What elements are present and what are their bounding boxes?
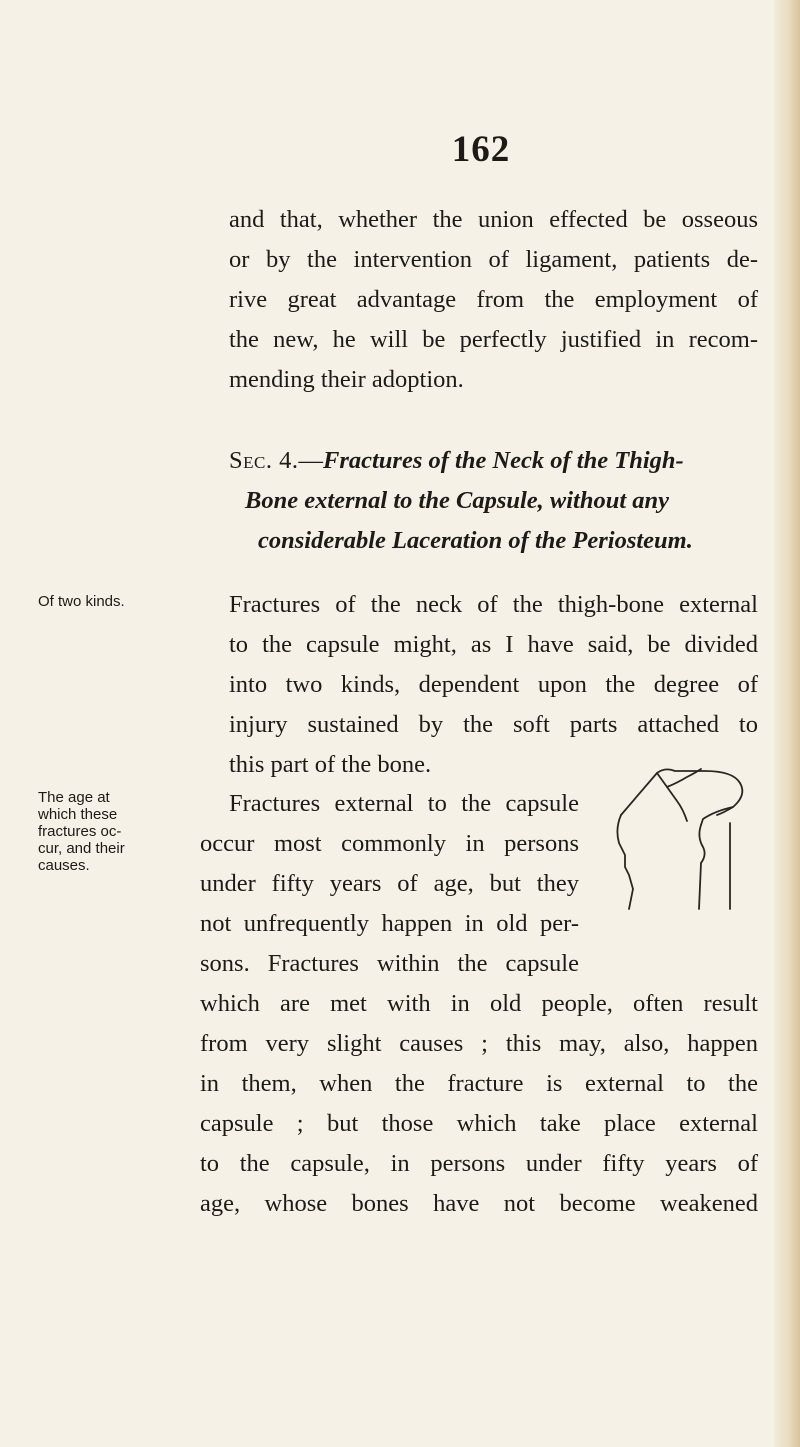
section-dash: — — [298, 447, 323, 474]
marginal-note-age — [38, 789, 125, 874]
text-line: the new, he will be perfectly justified in recom- — [229, 326, 758, 353]
figure-left-shaft — [617, 815, 633, 909]
text-line: into two kinds, dependent upon the degree of — [229, 671, 758, 698]
section-label: Sec. 4. — [229, 447, 299, 474]
text-line: rive great advantage from the employment of — [229, 286, 758, 313]
text-line: age, whose bones have not become weakened — [200, 1190, 758, 1217]
text-line: to the capsule, in persons under fifty years of — [200, 1150, 758, 1177]
text-line: this part of the bone. — [229, 751, 432, 778]
page-number: 162 — [451, 129, 511, 170]
text-line: which are met with in old people, often result — [200, 990, 758, 1017]
text-line: to the capsule might, as I have said, be divided — [229, 631, 758, 658]
figure-shaft-left-edge — [699, 863, 701, 909]
figure-inner-shaft — [667, 787, 687, 821]
figure-fracture-line — [699, 825, 704, 863]
section-title-line: Fractures of the Neck of the Thigh- — [322, 447, 684, 474]
marginal-note-line: cur, and their — [38, 840, 125, 857]
section-title-line: Bone external to the Capsule, without any — [245, 487, 670, 514]
text-line: or by the intervention of ligament, patients de- — [229, 246, 758, 273]
marginal-note-kinds — [38, 593, 125, 610]
section-title-line: considerable Laceration of the Periosteum. — [258, 527, 693, 554]
text-line: sons. Fractures within the capsule — [200, 950, 579, 977]
text-line: injury sustained by the soft parts attached to — [229, 711, 758, 738]
text-line: mending their adoption. — [229, 366, 464, 393]
bone-fracture-outline-icon — [605, 763, 745, 923]
marginal-note-line: Of two kinds. — [38, 593, 125, 610]
text-line: and that, whether the union effected be osseous — [229, 206, 758, 233]
marginal-note-line: The age at — [38, 789, 110, 806]
text-line: under fifty years of age, but they — [200, 870, 579, 897]
marginal-note-line: causes. — [38, 857, 90, 874]
text-line: Fractures external to the capsule — [229, 790, 579, 817]
marginal-note-line: which these — [38, 806, 118, 823]
text-line: not unfrequently happen in old per- — [200, 910, 579, 937]
section-heading-line — [229, 441, 684, 481]
text-line: in them, when the fracture is external to the — [200, 1070, 758, 1097]
text-line: capsule ; but those which take place external — [200, 1110, 758, 1137]
text-line: occur most commonly in persons — [200, 830, 579, 857]
text-line: from very slight causes ; this may, also, happen — [200, 1030, 758, 1057]
text-line: Fractures of the neck of the thigh-bone external — [229, 591, 758, 618]
marginal-note-line: fractures oc- — [38, 823, 122, 840]
page-edge — [774, 0, 800, 1447]
